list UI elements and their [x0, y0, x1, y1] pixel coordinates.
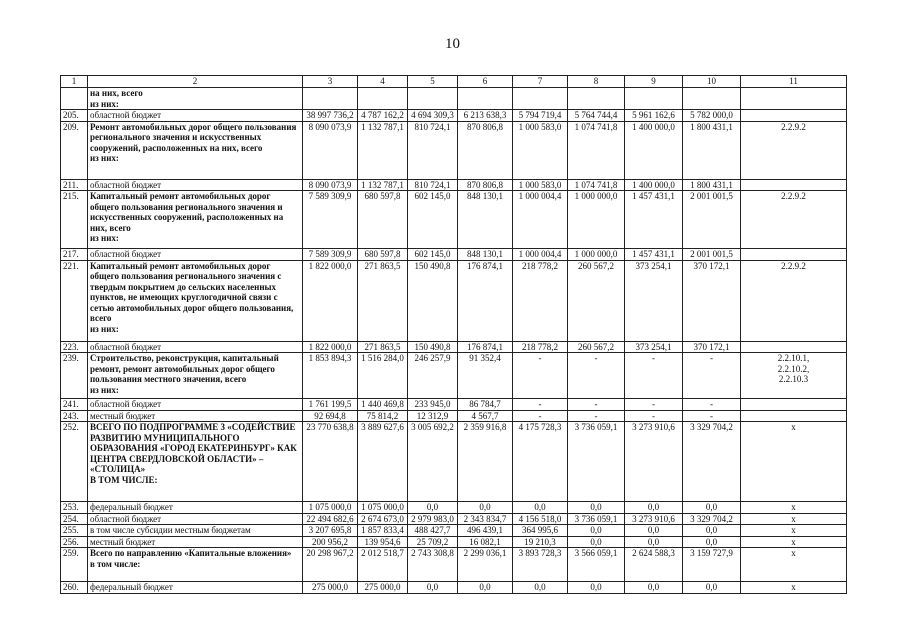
- value-cell: -: [513, 410, 568, 422]
- value-cell: [303, 88, 358, 110]
- value-cell: 602 145,0: [408, 191, 458, 249]
- value-cell: 4 567,7: [458, 410, 513, 422]
- value-cell: 0,0: [568, 525, 625, 537]
- value-cell: 810 724,1: [408, 121, 458, 179]
- value-cell: 1 132 787,1: [358, 179, 408, 191]
- header-cell: 7: [513, 76, 568, 88]
- value-cell: 3 893 728,3: [513, 548, 568, 582]
- value-cell: [408, 88, 458, 110]
- header-cell: 5: [408, 76, 458, 88]
- table-row: [61, 110, 847, 122]
- value-cell: 1 074 741,8: [568, 179, 625, 191]
- row-description: местный бюджет: [88, 536, 303, 548]
- program-code: [741, 110, 847, 122]
- table-row: [61, 179, 847, 191]
- row-number: 256.: [61, 536, 88, 548]
- value-cell: 680 597,8: [358, 249, 408, 261]
- row-number: 211.: [61, 179, 88, 191]
- program-code: 2.2.9.2: [741, 121, 847, 179]
- value-cell: 1 857 833,4: [358, 525, 408, 537]
- value-cell: 5 782 000,0: [683, 110, 741, 122]
- value-cell: 4 156 518,0: [513, 513, 568, 525]
- row-description: областной бюджет: [88, 341, 303, 353]
- value-cell: [458, 88, 513, 110]
- value-cell: 4 175 728,3: [513, 422, 568, 502]
- value-cell: 1 400 000,0: [625, 121, 683, 179]
- value-cell: 2 343 834,7: [458, 513, 513, 525]
- row-description: Строительство, реконструкция, капитальный ремонт, ремонт автомобильных дорог общего пользования местного значения, всего из них:: [88, 353, 303, 399]
- value-cell: 0,0: [568, 582, 625, 594]
- program-code: [741, 341, 847, 353]
- header-cell: 4: [358, 76, 408, 88]
- value-cell: 176 874,1: [458, 341, 513, 353]
- value-cell: 2 359 916,8: [458, 422, 513, 502]
- value-cell: 0,0: [683, 536, 741, 548]
- value-cell: [568, 88, 625, 110]
- value-cell: 602 145,0: [408, 249, 458, 261]
- value-cell: 271 863,5: [358, 260, 408, 341]
- row-description: Ремонт автомобильных дорог общего пользования регионального значения и искусственных сооружений, расположенных на них, всего из них:: [88, 121, 303, 179]
- value-cell: 4 787 162,2: [358, 110, 408, 122]
- value-cell: 7 589 309,9: [303, 249, 358, 261]
- program-code: 2.2.10.1, 2.2.10.2, 2.2.10.3: [741, 353, 847, 399]
- value-cell: 1 822 000,0: [303, 341, 358, 353]
- value-cell: 0,0: [625, 582, 683, 594]
- value-cell: 2 624 588,3: [625, 548, 683, 582]
- value-cell: 0,0: [568, 502, 625, 514]
- value-cell: 150 490,8: [408, 341, 458, 353]
- value-cell: 0,0: [625, 502, 683, 514]
- value-cell: 488 427,7: [408, 525, 458, 537]
- value-cell: 1 761 199,5: [303, 399, 358, 411]
- table-row: [61, 536, 847, 548]
- program-code: x: [741, 548, 847, 582]
- row-description: Капитальный ремонт автомобильных дорог общего пользования регионального значения и искусственных сооружений, расположенных на них, всего из них:: [88, 191, 303, 249]
- value-cell: 5 764 744,4: [568, 110, 625, 122]
- header-cell: 3: [303, 76, 358, 88]
- value-cell: 75 814,2: [358, 410, 408, 422]
- row-number: 241.: [61, 399, 88, 411]
- row-number: 260.: [61, 582, 88, 594]
- value-cell: 1 075 000,0: [303, 502, 358, 514]
- value-cell: 150 490,8: [408, 260, 458, 341]
- value-cell: 373 254,1: [625, 341, 683, 353]
- value-cell: 2 979 983,0: [408, 513, 458, 525]
- row-description: ВСЕГО ПО ПОДПРОГРАММЕ 3 «СОДЕЙСТВИЕ РАЗВИТИЮ МУНИЦИПАЛЬНОГО ОБРАЗОВАНИЯ «ГОРОД ЕКАТЕРИНБУРГ» КАК ЦЕНТРА СВЕРДЛОВСКОЙ ОБЛАСТИ» – «СТОЛИЦА» В ТОМ ЧИСЛЕ:: [88, 422, 303, 502]
- value-cell: [513, 88, 568, 110]
- value-cell: 1 000 000,0: [568, 249, 625, 261]
- row-number: 259.: [61, 548, 88, 582]
- value-cell: 0,0: [458, 582, 513, 594]
- program-code: [741, 410, 847, 422]
- value-cell: 260 567,2: [568, 260, 625, 341]
- row-description: областной бюджет: [88, 399, 303, 411]
- program-code: [741, 179, 847, 191]
- row-number: [61, 88, 88, 110]
- value-cell: -: [568, 399, 625, 411]
- value-cell: 848 130,1: [458, 249, 513, 261]
- value-cell: 92 694,8: [303, 410, 358, 422]
- value-cell: 3 273 910,6: [625, 513, 683, 525]
- value-cell: 0,0: [568, 536, 625, 548]
- value-cell: -: [568, 410, 625, 422]
- row-number: 239.: [61, 353, 88, 399]
- value-cell: 1 400 000,0: [625, 179, 683, 191]
- value-cell: 370 172,1: [683, 341, 741, 353]
- value-cell: 16 082,1: [458, 536, 513, 548]
- value-cell: 218 778,2: [513, 260, 568, 341]
- table-row: [61, 191, 847, 249]
- value-cell: 7 589 309,9: [303, 191, 358, 249]
- value-cell: 3 329 704,2: [683, 422, 741, 502]
- value-cell: 680 597,8: [358, 191, 408, 249]
- row-number: 252.: [61, 422, 88, 502]
- row-number: 221.: [61, 260, 88, 341]
- value-cell: 1 800 431,1: [683, 121, 741, 179]
- header-cell: 10: [683, 76, 741, 88]
- value-cell: 0,0: [408, 502, 458, 514]
- value-cell: -: [625, 399, 683, 411]
- value-cell: 275 000,0: [358, 582, 408, 594]
- table-row: [61, 353, 847, 399]
- value-cell: 1 000 000,0: [568, 191, 625, 249]
- value-cell: 3 329 704,2: [683, 513, 741, 525]
- value-cell: 233 945,0: [408, 399, 458, 411]
- program-code: [741, 249, 847, 261]
- value-cell: 3 207 695,8: [303, 525, 358, 537]
- row-description: местный бюджет: [88, 410, 303, 422]
- value-cell: 1 074 741,8: [568, 121, 625, 179]
- row-description: федеральный бюджет: [88, 582, 303, 594]
- program-code: x: [741, 582, 847, 594]
- value-cell: 0,0: [625, 525, 683, 537]
- table-row: [61, 410, 847, 422]
- program-code: x: [741, 536, 847, 548]
- row-number: 253.: [61, 502, 88, 514]
- row-number: 255.: [61, 525, 88, 537]
- value-cell: 200 956,2: [303, 536, 358, 548]
- row-number: 254.: [61, 513, 88, 525]
- value-cell: 1 457 431,1: [625, 191, 683, 249]
- value-cell: 3 736 059,1: [568, 422, 625, 502]
- value-cell: 271 863,5: [358, 341, 408, 353]
- value-cell: 91 352,4: [458, 353, 513, 399]
- table-row: [61, 582, 847, 594]
- value-cell: 0,0: [408, 582, 458, 594]
- table-row: [61, 121, 847, 179]
- value-cell: 2 299 036,1: [458, 548, 513, 582]
- value-cell: -: [625, 353, 683, 399]
- value-cell: -: [683, 353, 741, 399]
- row-description: областной бюджет: [88, 249, 303, 261]
- value-cell: 848 130,1: [458, 191, 513, 249]
- value-cell: -: [683, 410, 741, 422]
- budget-table: [60, 75, 847, 594]
- header-cell: 9: [625, 76, 683, 88]
- header-cell: 8: [568, 76, 625, 88]
- row-number: 217.: [61, 249, 88, 261]
- row-description: Всего по направлению «Капитальные вложения» в том числе:: [88, 548, 303, 582]
- row-description: на них, всего из них:: [88, 88, 303, 110]
- value-cell: -: [683, 399, 741, 411]
- value-cell: [683, 88, 741, 110]
- program-code: [741, 399, 847, 411]
- value-cell: 0,0: [683, 525, 741, 537]
- value-cell: [625, 88, 683, 110]
- program-code: x: [741, 422, 847, 502]
- value-cell: 1 822 000,0: [303, 260, 358, 341]
- value-cell: -: [625, 410, 683, 422]
- value-cell: 218 778,2: [513, 341, 568, 353]
- value-cell: 6 213 638,3: [458, 110, 513, 122]
- value-cell: -: [513, 353, 568, 399]
- table-row: [61, 260, 847, 341]
- value-cell: 22 494 682,6: [303, 513, 358, 525]
- value-cell: 1 457 431,1: [625, 249, 683, 261]
- value-cell: 0,0: [513, 502, 568, 514]
- value-cell: 0,0: [683, 582, 741, 594]
- header-cell: 1: [61, 76, 88, 88]
- value-cell: 176 874,1: [458, 260, 513, 341]
- value-cell: 3 273 910,6: [625, 422, 683, 502]
- value-cell: 0,0: [513, 582, 568, 594]
- table-row: [61, 548, 847, 582]
- value-cell: 0,0: [458, 502, 513, 514]
- value-cell: 3 736 059,1: [568, 513, 625, 525]
- program-code: x: [741, 513, 847, 525]
- value-cell: 5 794 719,4: [513, 110, 568, 122]
- row-number: 205.: [61, 110, 88, 122]
- value-cell: 38 997 736,2: [303, 110, 358, 122]
- value-cell: 496 439,1: [458, 525, 513, 537]
- program-code: x: [741, 502, 847, 514]
- value-cell: 364 995,6: [513, 525, 568, 537]
- value-cell: 12 312,9: [408, 410, 458, 422]
- value-cell: 1 000 004,4: [513, 249, 568, 261]
- value-cell: 2 001 001,5: [683, 249, 741, 261]
- row-description: областной бюджет: [88, 179, 303, 191]
- value-cell: 3 159 727,9: [683, 548, 741, 582]
- program-code: x: [741, 525, 847, 537]
- header-cell: 6: [458, 76, 513, 88]
- table-row: [61, 502, 847, 514]
- value-cell: 1 132 787,1: [358, 121, 408, 179]
- table-row: [61, 249, 847, 261]
- row-number: 209.: [61, 121, 88, 179]
- table-row: [61, 88, 847, 110]
- value-cell: 870 806,8: [458, 121, 513, 179]
- value-cell: 3 005 692,2: [408, 422, 458, 502]
- value-cell: 2 674 673,0: [358, 513, 408, 525]
- program-code: 2.2.9.2: [741, 260, 847, 341]
- value-cell: 246 257,9: [408, 353, 458, 399]
- row-description: областной бюджет: [88, 110, 303, 122]
- value-cell: -: [513, 399, 568, 411]
- value-cell: 373 254,1: [625, 260, 683, 341]
- value-cell: 870 806,8: [458, 179, 513, 191]
- value-cell: 1 000 004,4: [513, 191, 568, 249]
- table-row: [61, 399, 847, 411]
- value-cell: 1 000 583,0: [513, 121, 568, 179]
- row-number: 223.: [61, 341, 88, 353]
- row-description: областной бюджет: [88, 513, 303, 525]
- value-cell: 86 784,7: [458, 399, 513, 411]
- value-cell: 8 090 073,9: [303, 179, 358, 191]
- value-cell: 23 770 638,8: [303, 422, 358, 502]
- value-cell: 1 853 894,3: [303, 353, 358, 399]
- value-cell: 25 709,2: [408, 536, 458, 548]
- value-cell: 260 567,2: [568, 341, 625, 353]
- value-cell: 275 000,0: [303, 582, 358, 594]
- table-row: [61, 422, 847, 502]
- value-cell: 19 210,3: [513, 536, 568, 548]
- value-cell: 1 000 583,0: [513, 179, 568, 191]
- table-row: [61, 341, 847, 353]
- row-description: федеральный бюджет: [88, 502, 303, 514]
- value-cell: 1 516 284,0: [358, 353, 408, 399]
- value-cell: 5 961 162,6: [625, 110, 683, 122]
- value-cell: -: [568, 353, 625, 399]
- program-code: [741, 88, 847, 110]
- value-cell: 1 075 000,0: [358, 502, 408, 514]
- value-cell: 139 954,6: [358, 536, 408, 548]
- value-cell: [358, 88, 408, 110]
- value-cell: 0,0: [683, 502, 741, 514]
- value-cell: 4 694 309,3: [408, 110, 458, 122]
- value-cell: 810 724,1: [408, 179, 458, 191]
- row-description: Капитальный ремонт автомобильных дорог общего пользования регионального значения с твердым покрытием до сельских населенных пунктов, не имеющих круглогодичной связи с сетью автомобильных дорог общего пользования, всего из них:: [88, 260, 303, 341]
- row-number: 215.: [61, 191, 88, 249]
- header-row: [61, 76, 847, 88]
- page-number: 10: [445, 36, 460, 52]
- value-cell: 1 440 469,8: [358, 399, 408, 411]
- header-cell: 2: [88, 76, 303, 88]
- table-row: [61, 525, 847, 537]
- value-cell: 3 889 627,6: [358, 422, 408, 502]
- value-cell: 1 800 431,1: [683, 179, 741, 191]
- value-cell: 2 012 518,7: [358, 548, 408, 582]
- value-cell: 8 090 073,9: [303, 121, 358, 179]
- value-cell: 3 566 059,1: [568, 548, 625, 582]
- row-description: в том числе субсидии местным бюджетам: [88, 525, 303, 537]
- value-cell: 20 298 967,2: [303, 548, 358, 582]
- row-number: 243.: [61, 410, 88, 422]
- value-cell: 0,0: [625, 536, 683, 548]
- value-cell: 2 743 308,8: [408, 548, 458, 582]
- value-cell: 2 001 001,5: [683, 191, 741, 249]
- header-cell: 11: [741, 76, 847, 88]
- table-row: [61, 513, 847, 525]
- value-cell: 370 172,1: [683, 260, 741, 341]
- program-code: 2.2.9.2: [741, 191, 847, 249]
